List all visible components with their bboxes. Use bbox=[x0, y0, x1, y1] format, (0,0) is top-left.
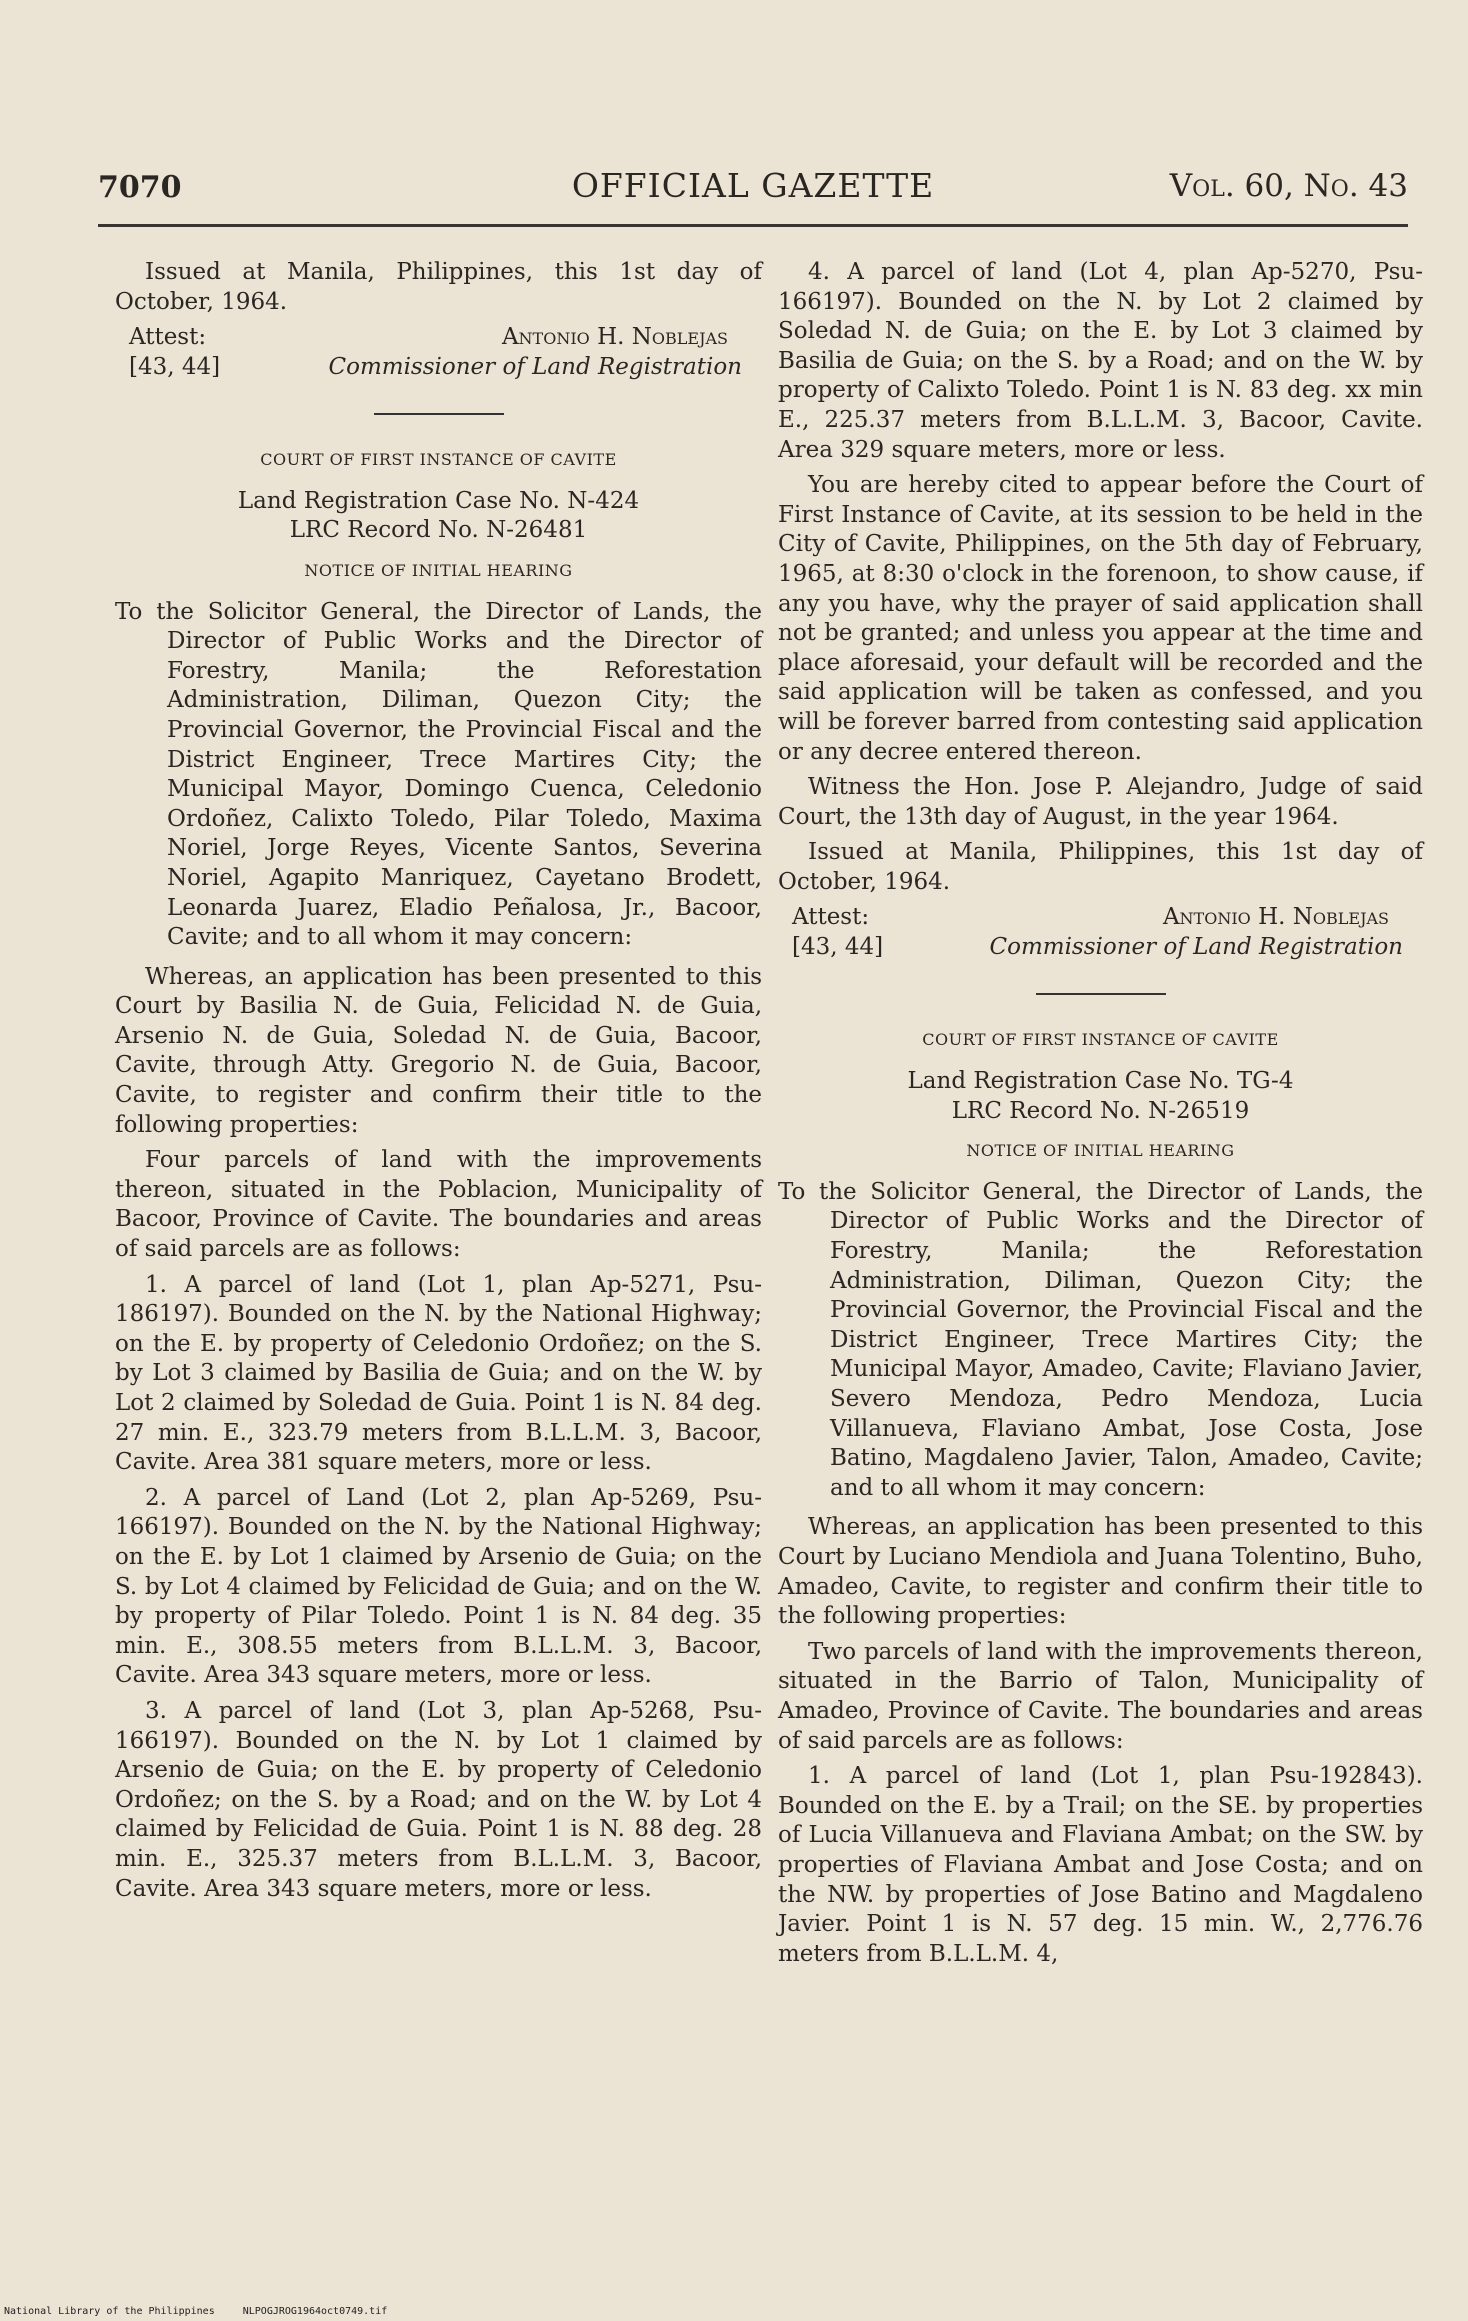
case-number: Land Registration Case No. N-424 bbox=[237, 487, 640, 514]
lrc-record: LRC Record No. N-26481 bbox=[289, 517, 588, 544]
volume-number: Vol. 60, No. 43 bbox=[1169, 168, 1408, 204]
section-divider bbox=[374, 413, 504, 415]
court-heading: COURT OF FIRST INSTANCE OF CAVITE bbox=[260, 450, 617, 470]
citation-paragraph: You are hereby cited to appear before the Court of First Instance of Cavite, at its session to be held in the City of Cavite, Philippines, on the 5th day of February, 1965, at 8:30 o'clock in the forenoon, to show cause, if any you have, why the prayer of said application shall not be granted; and unless you appear at the time and place aforesaid, your default will be recorded and the said application will be taken as confessed, and you will be forever barred from contesting said application or any decree entered thereon. bbox=[778, 472, 1423, 765]
page-number: 7070 bbox=[98, 170, 182, 205]
case-number: Land Registration Case No. TG-4 bbox=[907, 1068, 1294, 1095]
section-divider bbox=[1036, 993, 1166, 995]
attest-ref: [43, 44] bbox=[792, 934, 884, 961]
court-heading: COURT OF FIRST INSTANCE OF CAVITE bbox=[922, 1030, 1279, 1050]
publication-title: OFFICIAL GAZETTE bbox=[571, 166, 935, 205]
addressees: To the Solicitor General, the Director of Lands, the Director of Public Works and the Director of Forestry, Manila; the Reforestation Administration, Diliman, Quezon City; the Provincial Governor, the Provincial Fiscal and the District Engineer, Trece Martires City; the Municipal Mayor, Amadeo, Cavite; Flaviano Javier, Severo Mendoza, Pedro Mendoza, Lucia Villanueva, Flaviano Ambat, Jose Costa, Jose Batino, Magdaleno Javier, Talon, Amadeo, Cavite; and to all whom it may concern: bbox=[778, 1178, 1423, 1501]
header-rule bbox=[98, 224, 1408, 227]
parcel-paragraph: 2. A parcel of Land (Lot 2, plan Ap-5269, Psu-166197). Bounded on the N. by the National Highway; on the E. by Lot 1 claimed by Arsenio de Guia; on the S. by Lot 4 claimed by Felicidad de Guia; and on the W. by property of Pilar Toledo. Point 1 is N. 84 deg. 35 min. E., 308.55 meters from B.L.L.M. 3, Bacoor, Cavite. Area 343 square meters, more or less. bbox=[115, 1484, 762, 1689]
attest-block bbox=[778, 903, 1423, 963]
right-column bbox=[778, 258, 1423, 1975]
issued-line: Issued at Manila, Philippines, this 1st day of October, 1964. bbox=[115, 259, 762, 315]
witness-paragraph: Witness the Hon. Jose P. Alejandro, Judge of said Court, the 13th day of August, in the year 1964. bbox=[778, 774, 1423, 830]
notice-heading: NOTICE OF INITIAL HEARING bbox=[304, 560, 573, 580]
scan-footer bbox=[4, 2306, 409, 2317]
attest-label: Attest: bbox=[129, 324, 207, 351]
attest-title: Commissioner of Land Registration bbox=[328, 354, 742, 381]
attest-label: Attest: bbox=[792, 904, 870, 931]
addressees: To the Solicitor General, the Director of Lands, the Director of Public Works and the Director of Forestry, Manila; the Reforestation Administration, Diliman, Quezon City; the Provincial Governor, the Provincial Fiscal and the District Engineer, Trece Martires City; the Municipal Mayor, Domingo Cuenca, Celedonio Ordoñez, Calixto Toledo, Pilar Toledo, Maxima Noriel, Jorge Reyes, Vicente Santos, Severina Noriel, Agapito Manriquez, Cayetano Brodett, Leonarda Juarez, Eladio Peñalosa, Jr., Bacoor, Cavite; and to all whom it may concern: bbox=[115, 598, 762, 951]
parcels-intro: Four parcels of land with the improvements thereon, situated in the Poblacion, Municipality of Bacoor, Province of Cavite. The boundaries and areas of said parcels are as follows: bbox=[115, 1147, 762, 1263]
attest-ref: [43, 44] bbox=[129, 354, 221, 381]
page-header bbox=[98, 166, 1408, 210]
file-name: NLPOGJROG1964oct0749.tif bbox=[242, 2306, 388, 2317]
issued-line: Issued at Manila, Philippines, this 1st day of October, 1964. bbox=[778, 839, 1423, 895]
library-credit: National Library of the Philippines bbox=[4, 2306, 215, 2317]
parcel-paragraph: 4. A parcel of land (Lot 4, plan Ap-5270, Psu-166197). Bounded on the N. by Lot 2 claimed by Soledad N. de Guia; on the E. by Lot 3 claimed by Basilia de Guia; on the S. by a Road; and on the W. by property of Calixto Toledo. Point 1 is N. 83 deg. xx min E., 225.37 meters from B.L.L.M. 3, Bacoor, Cavite. Area 329 square meters, more or less. bbox=[778, 259, 1423, 463]
attest-title: Commissioner of Land Registration bbox=[989, 934, 1403, 961]
left-column bbox=[115, 258, 762, 1910]
whereas-paragraph: Whereas, an application has been presented to this Court by Basilia N. de Guia, Felicidad N. de Guia, Arsenio N. de Guia, Soledad N. de Guia, Bacoor, Cavite, through Atty. Gregorio N. de Guia, Bacoor, Cavite, to register and confirm their title to the following properties: bbox=[115, 963, 762, 1138]
attest-name: Antonio H. Noblejas bbox=[1162, 904, 1389, 931]
notice-heading: NOTICE OF INITIAL HEARING bbox=[966, 1141, 1235, 1161]
lrc-record: LRC Record No. N-26519 bbox=[951, 1097, 1250, 1124]
parcels-intro: Two parcels of land with the improvements thereon, situated in the Barrio of Talon, Municipality of Amadeo, Province of Cavite. The boundaries and areas of said parcels are as follows: bbox=[778, 1638, 1423, 1754]
whereas-paragraph: Whereas, an application has been presented to this Court by Luciano Mendiola and Juana Tolentino, Buho, Amadeo, Cavite, to register and confirm their title to the following properties: bbox=[778, 1514, 1423, 1630]
attest-name: Antonio H. Noblejas bbox=[501, 324, 728, 351]
parcel-paragraph: 1. A parcel of land (Lot 1, plan Ap-5271, Psu-186197). Bounded on the N. by the National Highway; on the E. by property of Celedonio Ordoñez; on the S. by Lot 3 claimed by Basilia de Guia; and on the W. by Lot 2 claimed by Soledad de Guia. Point 1 is N. 84 deg. 27 min. E., 323.79 meters from B.L.L.M. 3, Bacoor, Cavite. Area 381 square meters, more or less. bbox=[115, 1271, 762, 1476]
attest-block bbox=[115, 323, 762, 383]
parcel-paragraph: 3. A parcel of land (Lot 3, plan Ap-5268, Psu-166197). Bounded on the N. by Lot 1 claimed by Arsenio de Guia; on the E. by property of Celedonio Ordoñez; on the S. by a Road; and on the W. by Lot 4 claimed by Felicidad de Guia. Point 1 is N. 88 deg. 28 min. E., 325.37 meters from B.L.L.M. 3, Bacoor, Cavite. Area 343 square meters, more or less. bbox=[115, 1697, 762, 1902]
parcel-paragraph: 1. A parcel of land (Lot 1, plan Psu-192843). Bounded on the E. by a Trail; on the SE. by properties of Lucia Villanueva and Flaviana Ambat; on the SW. by properties of Flaviana Ambat and Jose Costa; and on the NW. by properties of Jose Batino and Magdaleno Javier. Point 1 is N. 57 deg. 15 min. W., 2,776.76 meters from B.L.L.M. 4, bbox=[778, 1763, 1423, 1967]
